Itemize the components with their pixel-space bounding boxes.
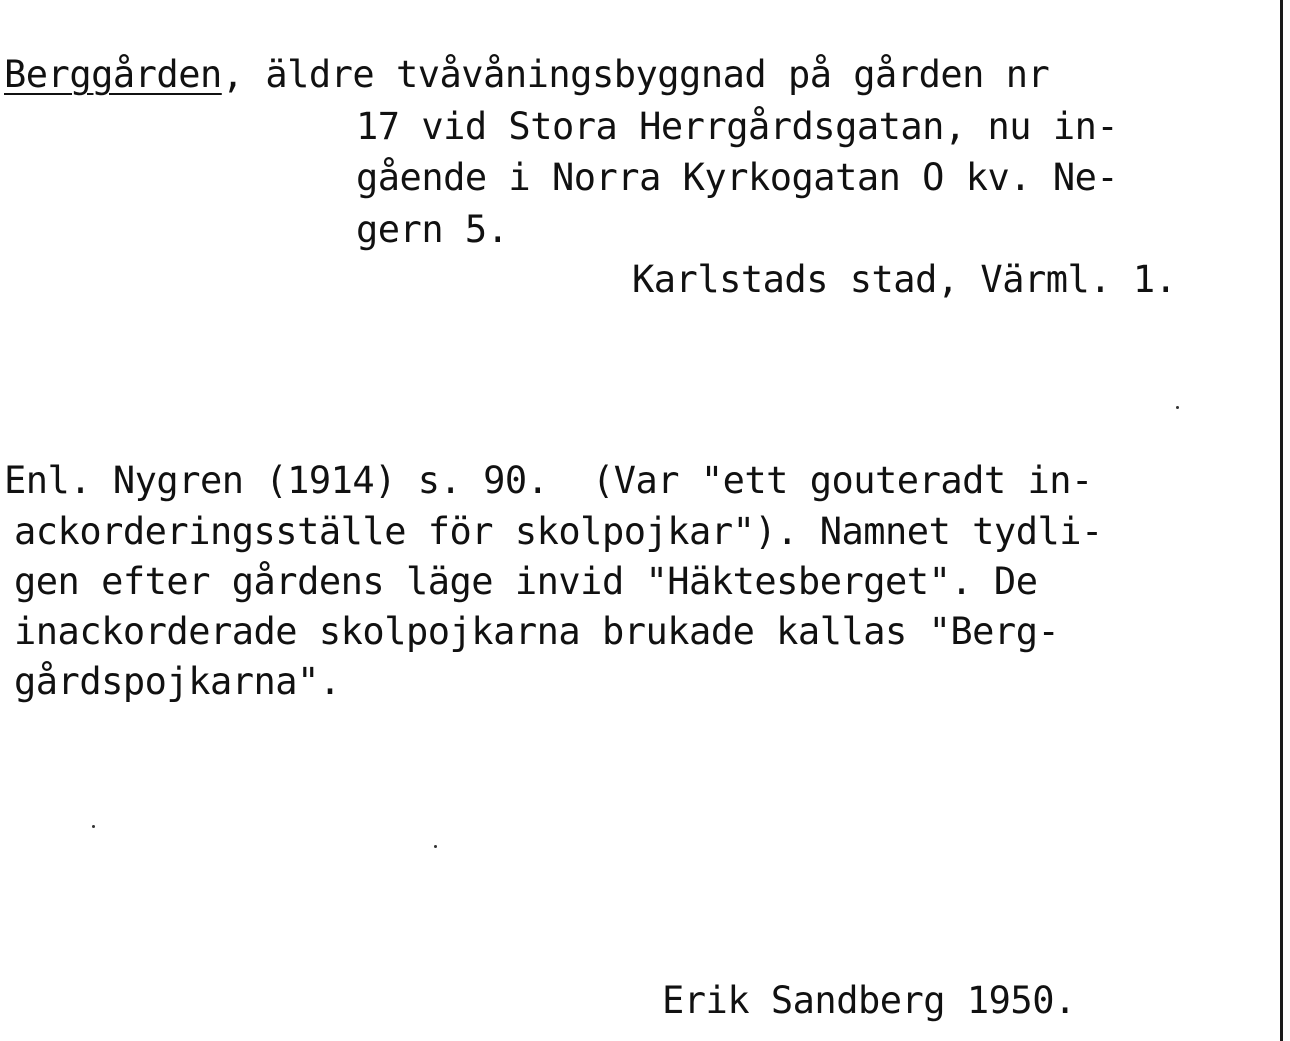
location-line: Karlstads stad, Värml. 1. (632, 258, 1177, 301)
note-line: inackorderade skolpojkarna brukade kallas "Berg- (14, 610, 1060, 653)
note-line: ackorderingsställe för skolpojkar"). Namnet tydli- (14, 510, 1103, 553)
scan-speck (1176, 406, 1179, 409)
scan-speck (434, 845, 437, 848)
entry-first-line (4, 50, 1049, 100)
headword: Berggården (4, 53, 222, 96)
entry-line: gående i Norra Kyrkogatan O kv. Ne- (356, 156, 1119, 199)
note-line: Enl. Nygren (1914) s. 90. (Var "ett gouteradt in- (4, 459, 1093, 502)
card-edge-line (1280, 0, 1283, 1041)
note-line: gårdspojkarna". (14, 660, 341, 703)
note-line: gen efter gårdens läge invid "Häktesberget". De (14, 560, 1038, 603)
signature: Erik Sandberg 1950. (662, 979, 1076, 1022)
entry-first-line-rest: , äldre tvåvåningsbyggnad på gården nr (221, 53, 1050, 96)
entry-line: gern 5. (356, 208, 509, 251)
scan-speck (92, 825, 95, 828)
entry-line: 17 vid Stora Herrgårdsgatan, nu in- (356, 105, 1119, 148)
